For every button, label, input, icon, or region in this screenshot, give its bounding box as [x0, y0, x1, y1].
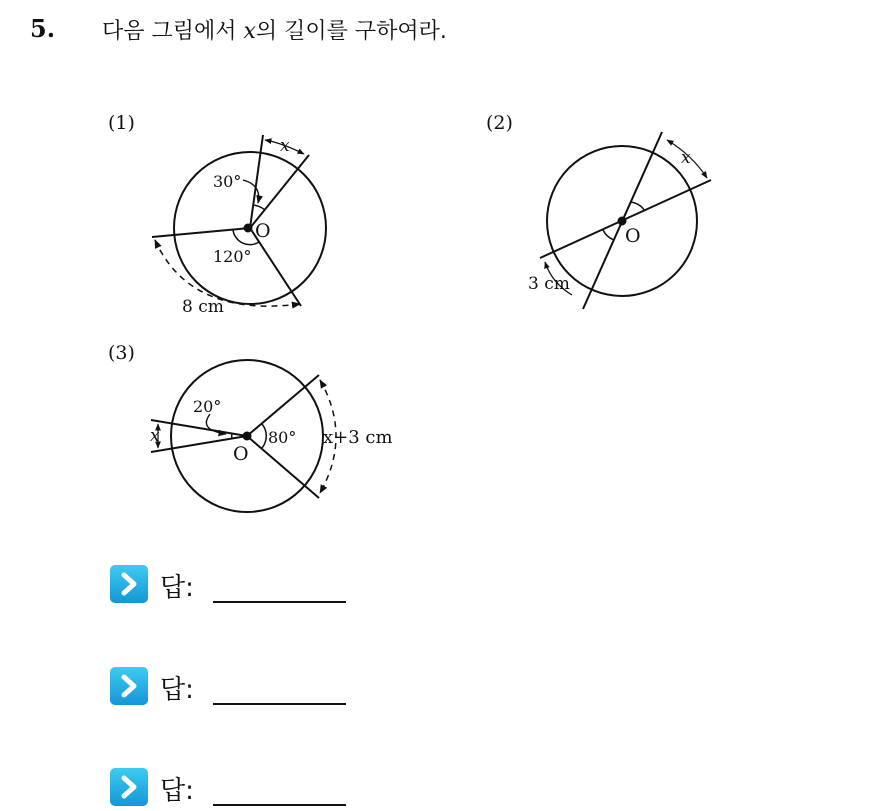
- chevron-right-icon: [110, 768, 148, 806]
- figure-2-x-label: x: [681, 148, 691, 168]
- figure-1-angle-30: 30°: [213, 172, 242, 191]
- question-text-before: 다음 그림에서: [102, 19, 244, 44]
- answer-label-2: 답:: [160, 675, 194, 705]
- figure-3: [151, 360, 336, 512]
- figure-2-center-label: O: [625, 225, 641, 247]
- figure-1-angle-mark-30: [253, 205, 265, 210]
- answer-row-2: [110, 667, 360, 707]
- figure-3-x-label: x: [150, 426, 160, 446]
- figure-1-angle-120: 120°: [213, 247, 252, 266]
- answer-blank-1[interactable]: [213, 601, 346, 603]
- figure-3-label: (3): [108, 342, 135, 364]
- figure-2-angle-mark-top: [630, 202, 645, 211]
- answer-label-1: 답:: [160, 573, 194, 603]
- answer-blank-2[interactable]: [213, 703, 346, 705]
- figure-2-label: (2): [486, 112, 513, 134]
- question-variable: x: [243, 19, 256, 44]
- figure-1-center-label: O: [255, 220, 271, 242]
- figure-2-3cm-label: 3 cm: [528, 274, 570, 294]
- chevron-right-icon: [110, 565, 148, 603]
- figure-1-x-label: x: [280, 136, 290, 156]
- figure-3-center-dot: [244, 433, 251, 440]
- figure-3-angle-mark-80: [262, 424, 266, 448]
- figure-1: [152, 135, 326, 306]
- figure-1-center-dot: [245, 225, 252, 232]
- answer-blank-3[interactable]: [213, 804, 346, 806]
- chevron-right-icon: [110, 667, 148, 705]
- question-number: 5.: [30, 14, 56, 43]
- answer-row-1: [110, 565, 360, 605]
- figure-2-center-dot: [619, 218, 626, 225]
- figure-3-radius-c: [247, 375, 319, 436]
- answer-label-3: 답:: [160, 776, 194, 806]
- figure-1-8cm-label: 8 cm: [182, 297, 224, 317]
- answer-row-3: [110, 768, 360, 808]
- figure-3-xplus3-label: x+3 cm: [323, 427, 393, 448]
- figure-2-angle-mark-bottom: [603, 230, 614, 240]
- figure-3-center-label: O: [233, 443, 249, 465]
- figure-3-angle-80: 80°: [268, 428, 297, 447]
- figure-3-angle-20: 20°: [193, 397, 222, 416]
- question-text-after: 의 길이를 구하여라.: [255, 19, 447, 44]
- figure-1-label: (1): [108, 112, 135, 134]
